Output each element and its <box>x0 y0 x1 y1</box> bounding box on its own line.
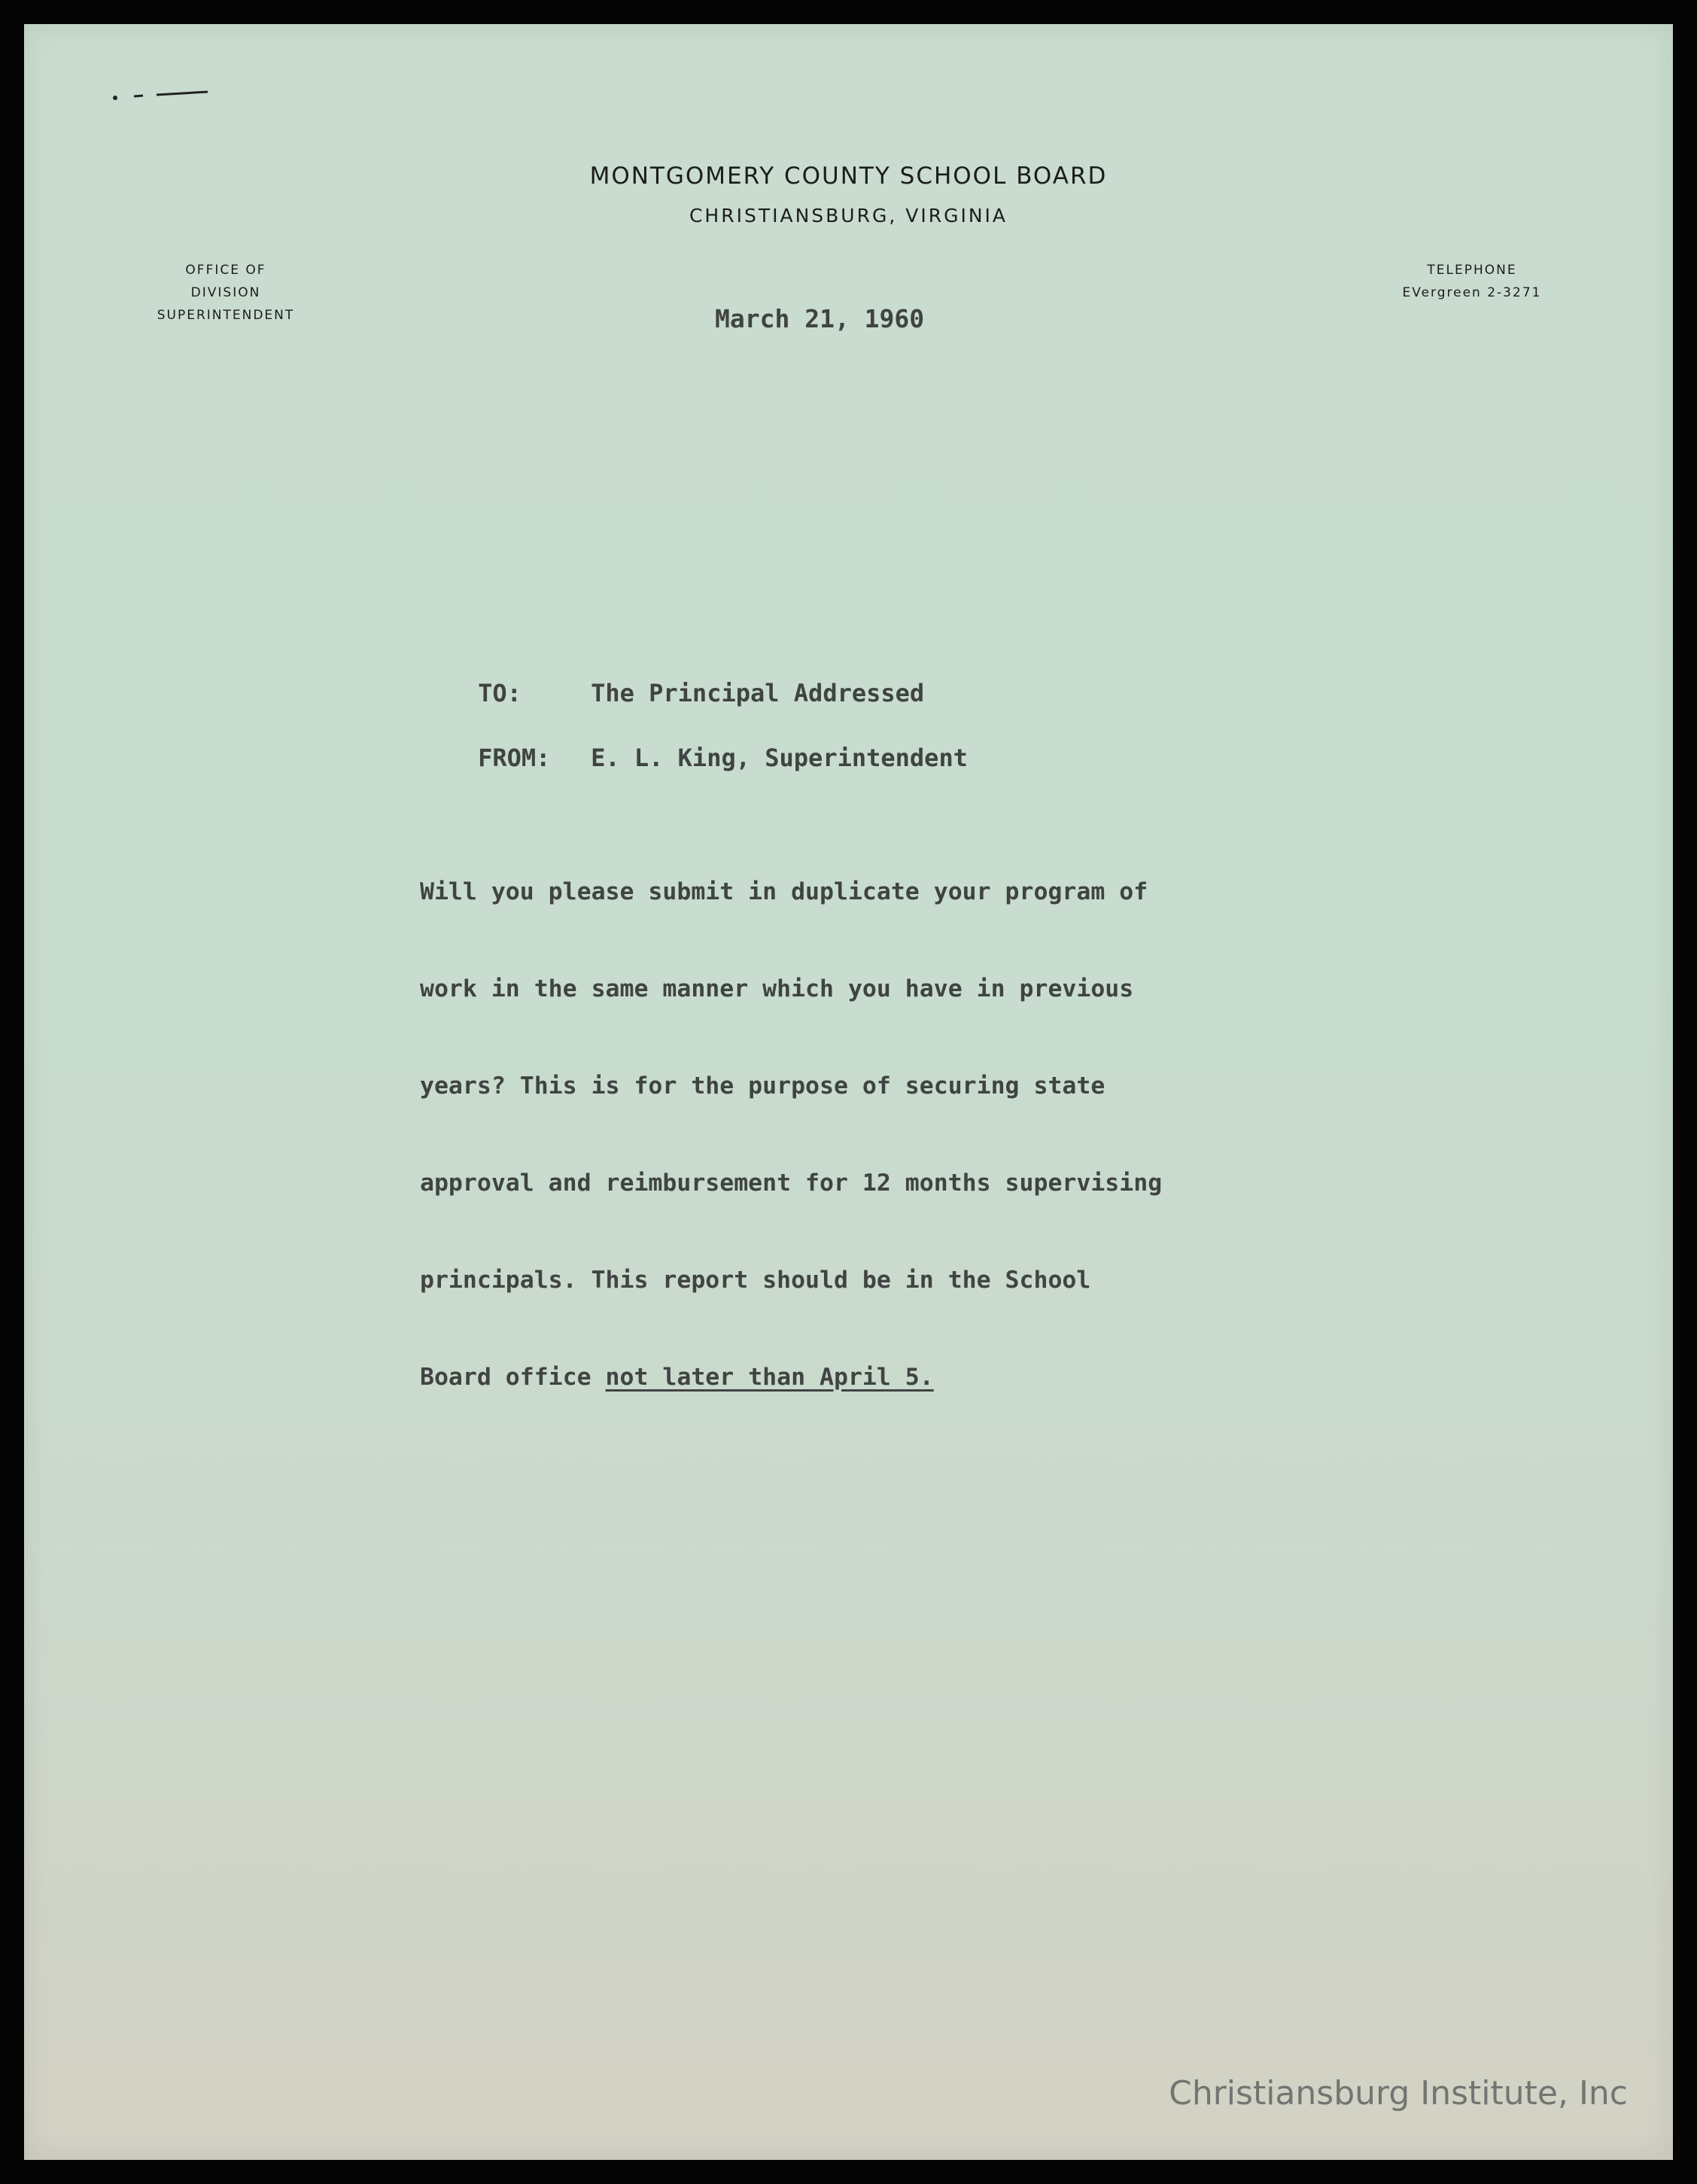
document-page <box>24 24 1673 2160</box>
body-line: Will you please submit in duplicate your program of <box>420 878 1148 905</box>
memo-date: March 21, 1960 <box>715 304 925 333</box>
telephone-label: TELEPHONE <box>1427 263 1517 278</box>
body-line: years? This is for the purpose of securing state <box>420 1072 1105 1100</box>
archive-watermark: Christiansburg Institute, Inc <box>1169 2074 1628 2113</box>
deadline-emphasis: not later than April 5. <box>605 1364 934 1391</box>
body-line: approval and reimbursement for 12 months supervising <box>420 1170 1163 1197</box>
body-line-last <box>420 1361 1323 1394</box>
letterhead-organization: MONTGOMERY COUNTY SCHOOL BOARD <box>589 163 1108 190</box>
office-block <box>120 259 331 327</box>
from-label: FROM: <box>478 744 551 772</box>
memo-from-row <box>420 715 968 801</box>
body-last-start: Board office <box>420 1364 606 1391</box>
to-label: TO: <box>478 679 522 707</box>
from-value: E. L. King, Superintendent <box>591 744 968 772</box>
memo-body <box>420 811 1323 1459</box>
to-value: The Principal Addressed <box>591 679 925 707</box>
body-line: work in the same manner which you have in previous <box>420 975 1134 1002</box>
office-line-1: OFFICE OF <box>185 263 266 278</box>
telephone-block <box>1374 259 1570 304</box>
office-line-2: DIVISION SUPERINTENDENT <box>157 285 295 323</box>
telephone-number: EVergreen 2-3271 <box>1402 285 1542 300</box>
body-line: principals. This report should be in the School <box>420 1267 1091 1294</box>
ink-mark <box>111 89 209 104</box>
letterhead-location: CHRISTIANSBURG, VIRGINIA <box>689 205 1008 227</box>
